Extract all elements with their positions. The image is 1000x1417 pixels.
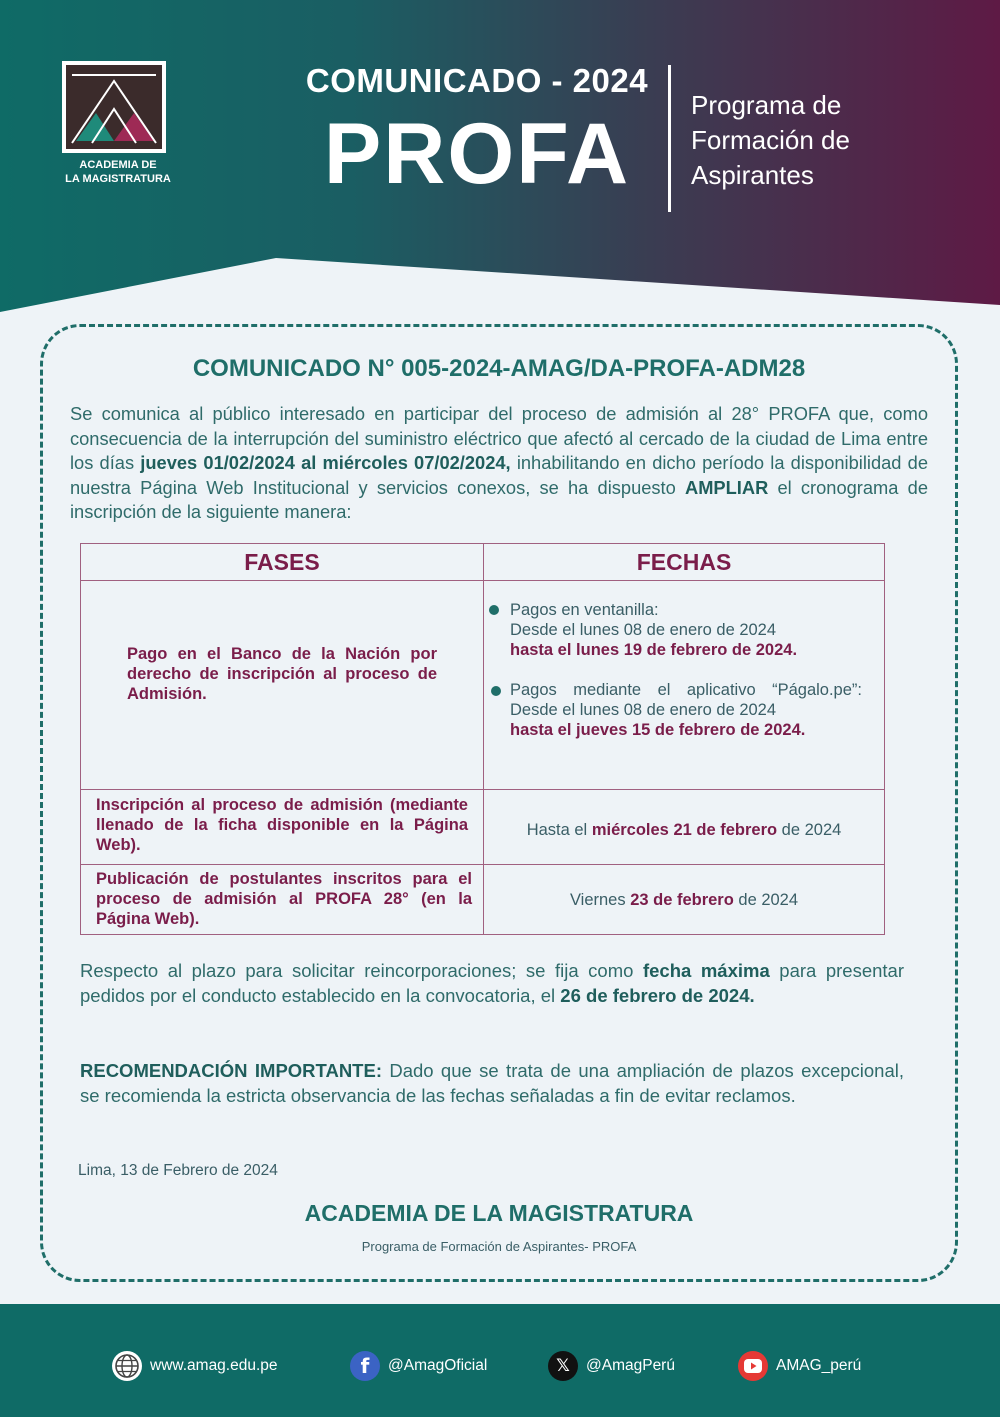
row2-fecha: Hasta el miércoles 21 de febrero de 2024: [526, 821, 842, 839]
row1-fase: Pago en el Banco de la Nación por derecho de inscripción al proceso de Admisión.: [127, 645, 437, 703]
row1-fecha-pagalo: Pagos mediante el aplicativo “Págalo.pe”: Desde el lunes 08 de enero de 2024 hasta el jueves 15 de febrero de 2024.: [510, 681, 862, 739]
table-header-fases: FASES: [244, 549, 320, 575]
date-line: Lima, 13 de Febrero de 2024: [78, 1162, 278, 1179]
logo-caption: ACADEMIA DE LA MAGISTRATURA: [65, 159, 171, 185]
page-title: PROFA: [323, 106, 631, 202]
document-title: COMUNICADO N° 005-2024-AMAG/DA-PROFA-ADM28: [192, 355, 806, 382]
schedule-table: [80, 543, 885, 935]
intro-paragraph: Se comunica al público interesado en participar del proceso de admisión al 28° PROFA que, como consecuencia de la interrupción del suministro eléctrico que afectó al cercado de la ciudad de Lima entre los días jueves 01/02/2024 al miércoles 07/02/2024, inhabilitando en dicho período la disponibilidad de nuestra Página Web Institucional y servicios conexos, se ha dispuesto AMPLIAR el cronograma de inscripción de la siguiente manera:: [70, 403, 928, 522]
bullet-icon: [491, 686, 501, 696]
row3-fase: Publicación de postulantes inscritos para el proceso de admisión al PROFA 28° (en la Página Web).: [96, 870, 472, 928]
row2-fase: Inscripción al proceso de admisión (mediante llenado de la ficha disponible en la Página Web).: [96, 796, 468, 854]
header-divider: [668, 65, 671, 212]
reincorporation-paragraph: Respecto al plazo para solicitar reincorporaciones; se fija como fecha máxima para presentar pedidos por el conducto establecido en la convocatoria, el 26 de febrero de 2024.: [80, 960, 905, 1006]
row3-fecha: Viernes 23 de febrero de 2024: [569, 891, 799, 909]
recommendation-paragraph: RECOMENDACIÓN IMPORTANTE: Dado que se trata de una ampliación de plazos excepcional, se recomienda la estricta observancia de las fechas señaladas a fin de evitar reclamos.: [80, 1060, 904, 1106]
youtube-link[interactable]: AMAG_perú: [738, 1349, 861, 1383]
table-header-fechas: FECHAS: [636, 549, 732, 575]
logo: [62, 61, 166, 153]
row1-fecha-ventanilla: Pagos en ventanilla: Desde el lunes 08 de enero de 2024 hasta el lunes 19 de febrero de 2024.: [510, 601, 798, 659]
comunicado-year: COMUNICADO - 2024: [305, 62, 649, 99]
facebook-link[interactable]: f @AmagOficial: [350, 1349, 487, 1383]
bullet-icon: [489, 605, 499, 615]
website-link[interactable]: www.amag.edu.pe: [112, 1349, 278, 1383]
x-icon: 𝕏: [548, 1351, 578, 1381]
globe-icon: [112, 1351, 142, 1381]
facebook-icon: f: [350, 1351, 380, 1381]
x-link[interactable]: 𝕏 @AmagPerú: [548, 1349, 675, 1383]
youtube-icon: [738, 1351, 768, 1381]
mountain-logo-icon: [66, 65, 162, 149]
program-name: Programa de Formación de Aspirantes: [691, 90, 850, 190]
organization-subtitle: Programa de Formación de Aspirantes- PROFA: [361, 1239, 637, 1254]
organization-name: ACADEMIA DE LA MAGISTRATURA: [304, 1200, 694, 1226]
